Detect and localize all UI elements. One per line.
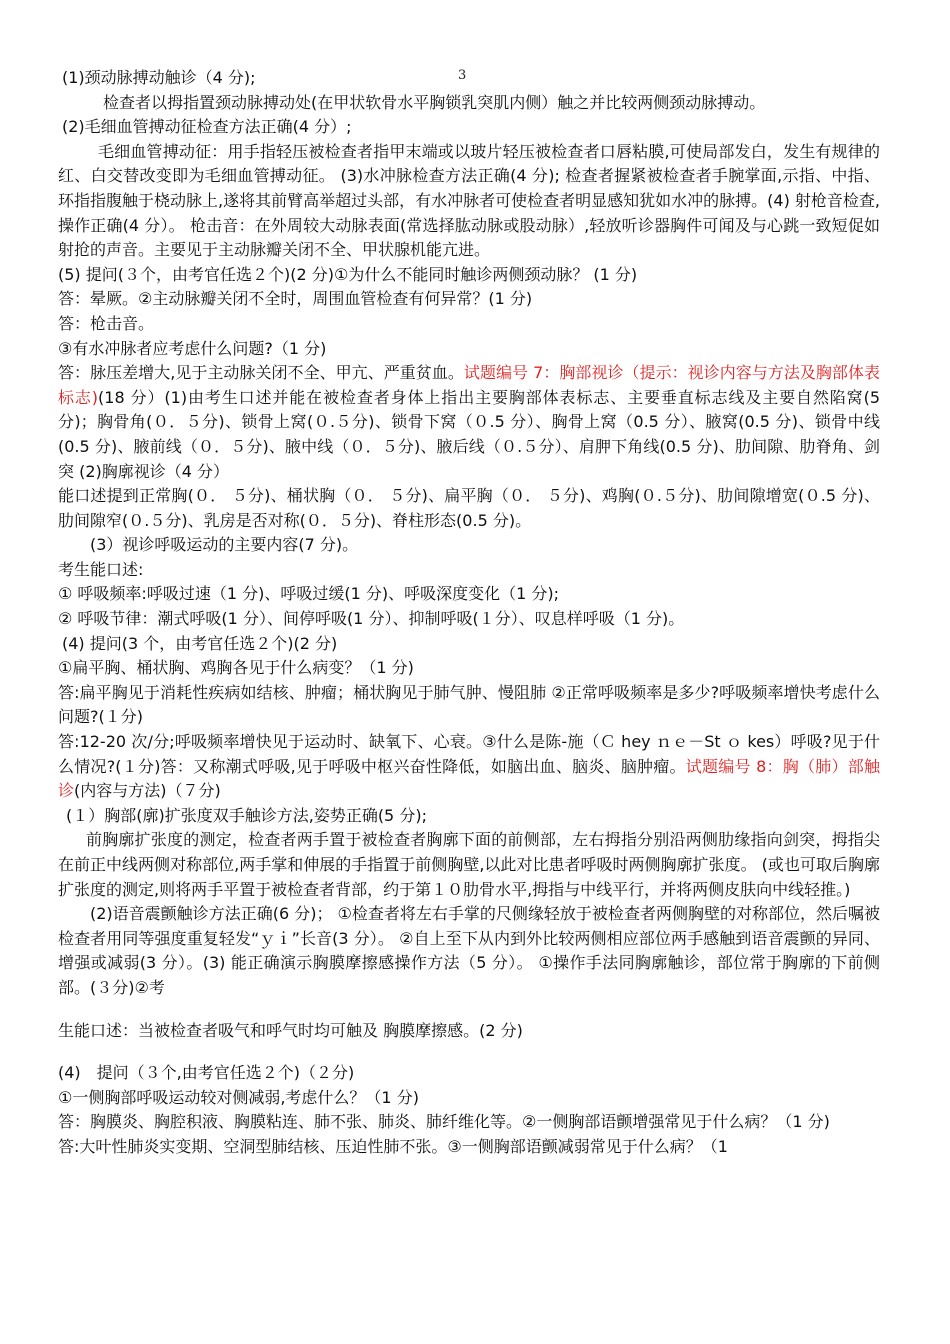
paragraph-text: ①扁平胸、桶状胸、鸡胸各见于什么病变？（1 分) (58, 658, 414, 678)
paragraph-text: 前胸廓扩张度的测定，检查者两手置于被检查者胸廓下面的前侧部，左右拇指分别沿两侧肋缘指向剑突，拇指尖在前正中线两侧对称部位,两手掌和伸展的手指置于前侧胸壁,以此对比患者呼吸时两侧胸廓扩张度。 (或也可取后胸廓扩张度的测定,则将两手平置于被检查者背部，约于第１０肋骨水平,拇指与中线平行，并将两侧皮肤向中线轻推。) (58, 830, 880, 899)
question-heading: 试题编号 7：胸部视诊（提示：视诊内容与方法及胸部体表标志) (58, 363, 880, 407)
paragraph-text: (4) 提问（３个,由考官任选２个)（２分) (58, 1063, 355, 1083)
paragraph-text: 答：枪击音。 (58, 313, 155, 333)
paragraph (58, 66, 880, 91)
paragraph (58, 558, 880, 583)
paragraph (58, 1061, 880, 1086)
paragraph-text: ② 呼吸节律：潮式呼吸(1 分）、间停呼吸(1 分）、抑制呼吸(１分）、叹息样呼吸（1 分)。 (58, 609, 685, 629)
paragraph-text: 毛细血管搏动征：用手指轻压被检查者指甲末端或以玻片轻压被检查者口唇粘膜,可使局部发白，发生有规律的红、白交替改变即为毛细血管搏动征。 (3)水冲脉检查方法正确(4 分); 检查者握紧被检查者手腕掌面,示指、中指、环指指腹触于桡动脉上,遂将其前臂高举超过头部，有水冲脉者可使检查者明显感知犹如水冲的脉搏。(4) 射枪音检查,操作正确(4 分）。 枪击音：在外周较大动脉表面(常选择肱动脉或股动脉）,轻放听诊器胸件可闻及与心跳一致短促如射抢的声音。主要见于主动脉瓣关闭不全、甲状腺机能亢进。 (58, 141, 880, 260)
paragraph (58, 263, 880, 288)
paragraph-text: ① 呼吸频率:呼吸过速（1 分)、呼吸过缓(1 分)、呼吸深度变化（1 分); (58, 584, 559, 604)
paragraph (58, 1086, 880, 1111)
paragraph (58, 681, 880, 730)
paragraph-text-continued: (内容与方法)（７分) (74, 781, 221, 801)
paragraph (58, 533, 880, 558)
paragraph (58, 632, 880, 657)
paragraph (58, 287, 880, 312)
document-body (58, 66, 880, 1160)
paragraph (58, 1135, 880, 1160)
paragraph-text: (5) 提问(３个，由考官任选２个)(2 分)①为什么不能同时触诊两侧颈动脉？ (1 分) (58, 264, 638, 284)
paragraph-text: (4) 提问(3 个，由考官任选２个)(2 分) (62, 633, 338, 653)
paragraph (58, 1110, 880, 1135)
paragraph (58, 91, 880, 116)
paragraph-text: (1)颈动脉搏动触诊（4 分); (62, 68, 256, 87)
paragraph-text: ①一侧胸部呼吸运动较对侧减弱,考虑什么？（1 分) (58, 1087, 419, 1107)
paragraph-text: 答:扁平胸见于消耗性疾病如结核、肿瘤；桶状胸见于肺气肿、慢阻肺 ②正常呼吸频率是多少?呼吸频率增快考虑什么问题?(１分) (58, 682, 880, 727)
paragraph-text: (2)语音震颤触诊方法正确(6 分)； ①检查者将左右手掌的尺侧缘轻放于被检查者两侧胸壁的对称部位，然后嘱被检查者用同等强度重复轻发“ｙｉ”长音(3 分）。 ②自上至下从内到外比较两侧相应部位两手感触到语音震颤的异同、增强或减弱(3 分）。(3) 能正确演示胸膜摩擦感操作方法（5 分）。 ①操作手法同胸廓触诊，部位常于胸廓的下前侧部。(３分)②考 (58, 904, 880, 997)
paragraph-text: 生能口述：当被检查者吸气和呼气时均可触及 胸膜摩擦感。(2 分) (58, 1020, 523, 1040)
question-heading: 试题编号 8：胸（肺）部触诊 (58, 756, 880, 801)
paragraph-text: 答:12-20 次/分;呼吸频率增快见于运动时、缺氧下、心衰。③什么是陈-施（Ｃ hey ｎｅ－St ｏ kes）呼吸?见于什么情况?(１分)答：又称潮式呼吸,见于呼吸中枢兴奋性降低，如脑出血、脑炎、脑肿瘤。 (58, 732, 880, 776)
paragraph (58, 312, 880, 337)
paragraph (58, 1019, 880, 1044)
paragraph-text: 答：脉压差增大,见于主动脉关闭不全、甲亢、严重贫血。 (58, 363, 464, 383)
paragraph-text: (2)毛细血管搏动征检查方法正确(4 分）; (62, 117, 352, 137)
paragraph (58, 337, 880, 362)
paragraph (58, 828, 880, 902)
paragraph-text: 答：胸膜炎、胸腔积液、胸膜粘连、肺不张、肺炎、肺纤维化等。②一侧胸部语颤增强常见于什么病？（1 分) (58, 1112, 830, 1132)
paragraph-text: 检查者以拇指置颈动脉搏动处(在甲状软骨水平胸锁乳突肌内侧）触之并比较两侧颈动脉搏动。 (103, 92, 766, 112)
paragraph (58, 484, 880, 533)
paragraph-text: (１）胸部(廓)扩张度双手触诊方法,姿势正确(5 分); (66, 805, 427, 825)
paragraph (58, 730, 880, 804)
paragraph (58, 115, 880, 140)
paragraph (58, 656, 880, 681)
paragraph-text: (3）视诊呼吸运动的主要内容(7 分)。 (90, 535, 359, 555)
paragraph (58, 361, 880, 484)
paragraph-text: 考生能口述: (58, 559, 144, 579)
page-number: 3 (458, 68, 467, 83)
paragraph-text-continued: (18 分）(1)由考生口述并能在被检查者身体上指出主要胸部体表标志、主要垂直标志线及主要自然陷窝(5 分)；胸骨角(０．５分)、锁骨上窝(０.５分)、锁骨下窝（０.5 分）、胸骨上窝（0.5 分）、腋窝(0.5 分)、锁骨中线(0.5 分)、腋前线（０．５分)、腋中线（０．５分)、腋后线（０.５分）、肩胛下角线(0.5 分)、肋间隙、肋脊角、剑突 (2)胸廓视诊（4 分） (58, 387, 880, 481)
paragraph (58, 902, 880, 1000)
paragraph-text: 能口述提到正常胸(０． ５分)、桶状胸（０． ５分)、扁平胸（０． ５分)、鸡胸(０.５分)、肋间隙增宽(０.5 分)、肋间隙窄(０.５分)、乳房是否对称(０．５分)、脊柱形态(0.5 分)。 (58, 486, 880, 530)
paragraph (58, 140, 880, 263)
paragraph-text: 答:大叶性肺炎实变期、空洞型肺结核、压迫性肺不张。③一侧胸部语颤减弱常见于什么病？（1 (58, 1136, 728, 1156)
paragraph-text: ③有水冲脉者应考虑什么问题?（1 分) (58, 338, 327, 358)
paragraph (58, 804, 880, 829)
paragraph (58, 582, 880, 607)
paragraph-text: 答：晕厥。②主动脉瓣关闭不全时，周围血管检查有何异常？(1 分) (58, 289, 533, 309)
paragraph (58, 607, 880, 632)
